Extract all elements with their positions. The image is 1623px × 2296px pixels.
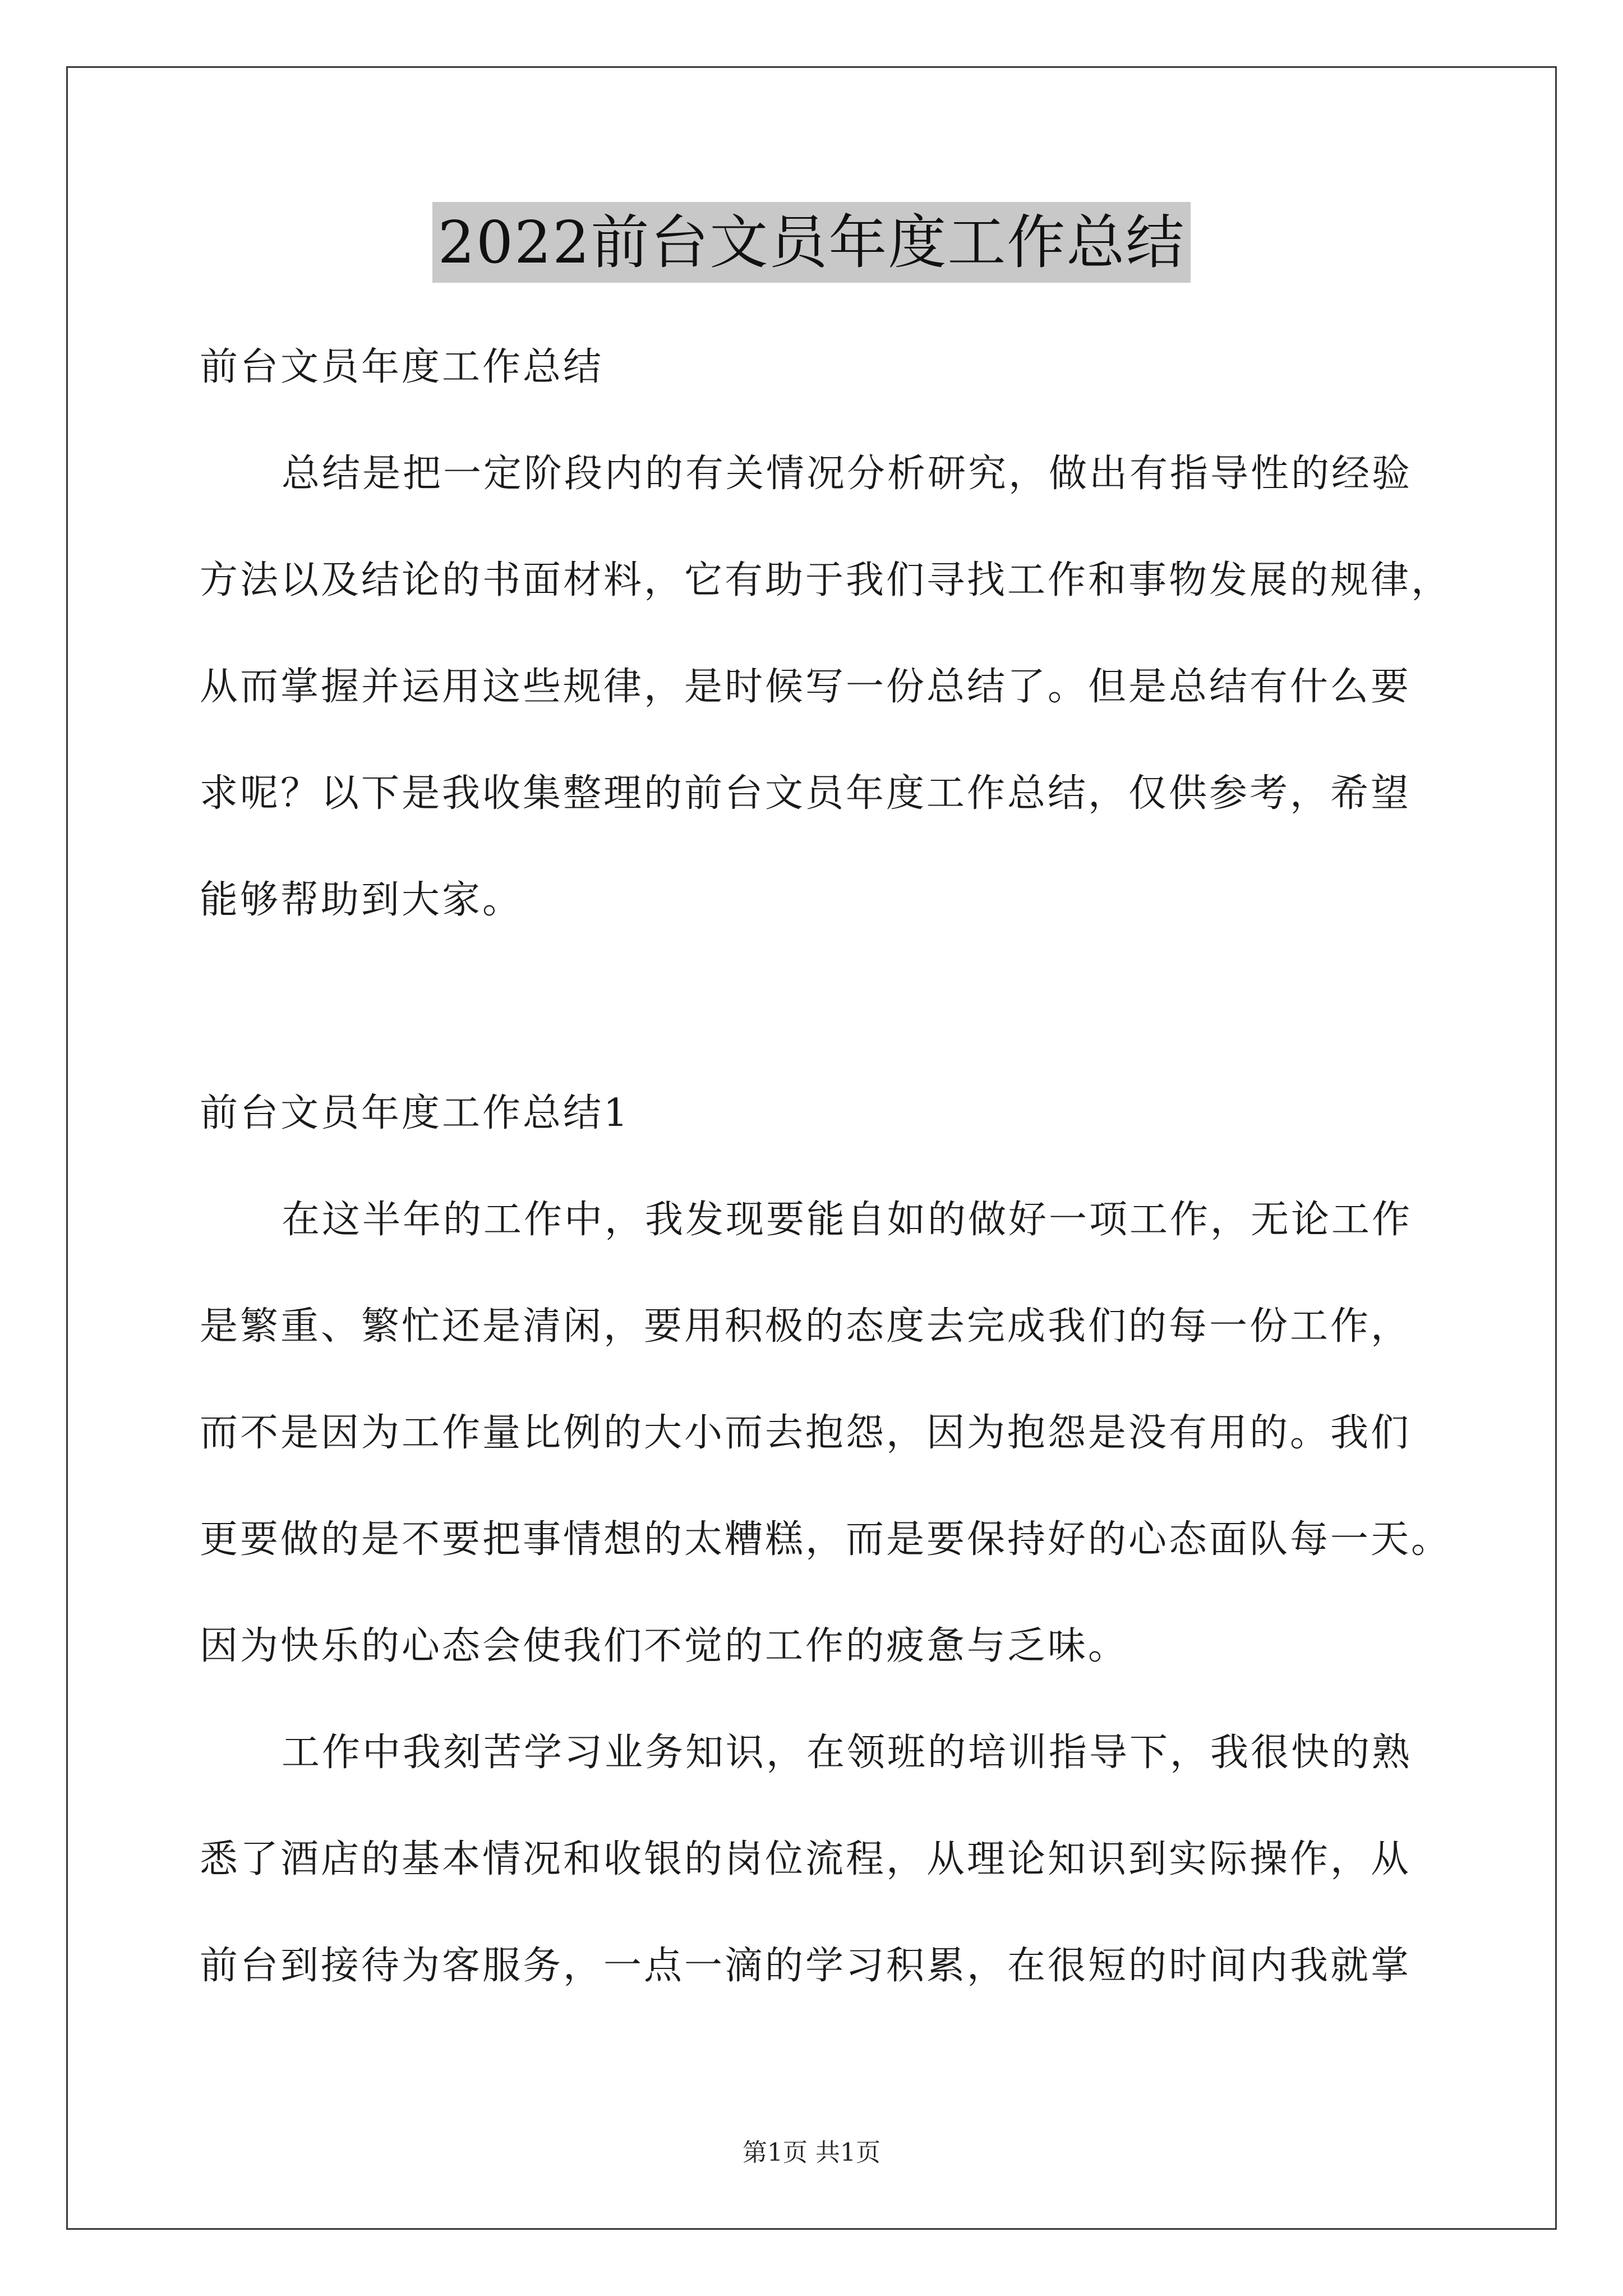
intro-line: 方法以及结论的书面材料，它有助于我们寻找工作和事物发展的规律，	[200, 558, 1452, 602]
paragraph-line: 悉了酒店的基本情况和收银的岗位流程，从理论知识到实际操作，从	[200, 1837, 1412, 1881]
intro-line: 总结是把一定阶段内的有关情况分析研究，做出有指导性的经验	[282, 452, 1413, 496]
paragraph-line: 前台到接待为客服务，一点一滴的学习积累，在很短的时间内我就掌	[200, 1944, 1412, 1988]
title-container	[0, 202, 1623, 283]
page-number: 第1页 共1页	[743, 2138, 880, 2167]
paragraph-line: 是繁重、繁忙还是清闲，要用积极的态度去完成我们的每一份工作，	[200, 1304, 1412, 1349]
intro-line: 求呢？以下是我收集整理的前台文员年度工作总结，仅供参考，希望	[200, 771, 1412, 816]
paragraph-line: 而不是因为工作量比例的大小而去抱怨，因为抱怨是没有用的。我们	[200, 1411, 1412, 1455]
document-subtitle: 前台文员年度工作总结	[200, 345, 604, 389]
paragraph-line: 在这半年的工作中，我发现要能自如的做好一项工作，无论工作	[282, 1198, 1413, 1242]
document-body	[200, 314, 1452, 2019]
page-footer	[0, 2136, 1623, 2170]
document-title: 2022前台文员年度工作总结	[432, 202, 1191, 283]
paragraph-gap	[200, 954, 1437, 1060]
paragraph-line: 工作中我刻苦学习业务知识，在领班的培训指导下，我很快的熟	[282, 1731, 1413, 1775]
intro-line: 从而掌握并运用这些规律，是时候写一份总结了。但是总结有什么要	[200, 665, 1412, 709]
paragraph-line: 更要做的是不要把事情想的太糟糕，而是要保持好的心态面队每一天。	[200, 1517, 1452, 1562]
paragraph-line: 因为快乐的心态会使我们不觉的工作的疲惫与乏味。	[200, 1624, 1129, 1668]
intro-line: 能够帮助到大家。	[200, 878, 523, 922]
section-heading: 前台文员年度工作总结1	[200, 1091, 630, 1135]
